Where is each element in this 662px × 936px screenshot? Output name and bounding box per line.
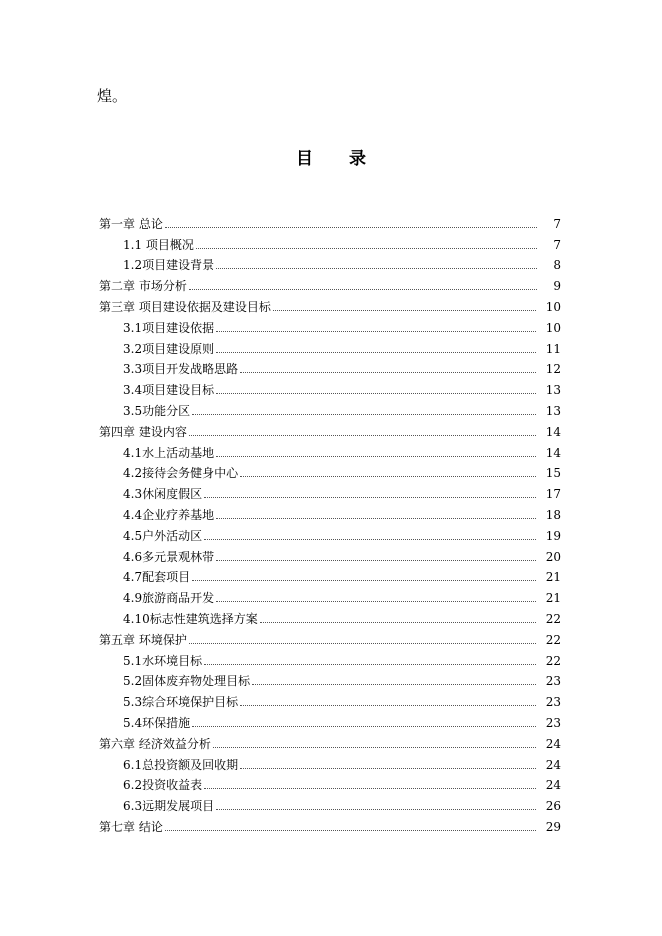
toc-page-number: 26 [545,799,561,814]
toc-section-entry[interactable] [99,481,561,502]
toc-dot-leader [240,372,536,373]
toc-chapter-entry[interactable] [99,294,561,315]
toc-dot-leader [252,684,536,685]
toc-page-number: 22 [545,653,561,668]
toc-section-entry[interactable] [99,440,561,461]
toc-entry-label: 4.6多元景观林带 [123,549,215,564]
toc-page-number: 12 [545,362,561,377]
toc-entry-label: 4.3休闲度假区 [123,487,203,502]
toc-entry-label: 第六章 经济效益分析 [99,736,211,751]
toc-dot-leader [273,310,536,311]
toc-dot-leader [216,268,537,269]
toc-entry-label: 6.1总投资额及回收期 [123,757,239,772]
toc-page-number: 10 [545,299,561,314]
toc-section-entry[interactable] [99,253,561,274]
toc-section-entry[interactable] [99,669,561,690]
toc-page-number: 21 [545,570,561,585]
toc-dot-leader [216,331,536,332]
toc-chapter-entry[interactable] [99,627,561,648]
toc-dot-leader [192,414,536,415]
toc-page-number: 13 [545,383,561,398]
previous-page-text: 煌。 [97,87,128,105]
toc-page-number: 7 [553,216,561,231]
toc-entry-label: 4.2接待会务健身中心 [123,466,239,481]
toc-chapter-entry[interactable] [99,273,561,294]
toc-entry-label: 3.5功能分区 [123,403,191,418]
toc-entry-label: 4.1水上活动基地 [123,445,215,460]
toc-dot-leader [165,830,536,831]
toc-section-entry[interactable] [99,606,561,627]
toc-page-number: 18 [545,507,561,522]
toc-page-number: 23 [545,674,561,689]
toc-entry-label: 1.1 项目概况 [123,237,194,252]
toc-section-entry[interactable] [99,793,561,814]
toc-section-entry[interactable] [99,523,561,544]
toc-section-entry[interactable] [99,357,561,378]
toc-page-number: 20 [545,549,561,564]
toc-entry-label: 3.3项目开发战略思路 [123,362,239,377]
toc-chapter-entry[interactable] [99,814,561,835]
toc-entry-label: 4.7配套项目 [123,570,191,585]
toc-entry-label: 6.2投资收益表 [123,778,203,793]
toc-page-number: 15 [545,466,561,481]
toc-dot-leader [216,352,536,353]
toc-dot-leader [216,601,536,602]
toc-entry-label: 5.4环保措施 [123,715,191,730]
toc-page-number: 22 [545,611,561,626]
toc-page-number: 21 [545,591,561,606]
table-of-contents [99,211,561,835]
toc-section-entry[interactable] [99,377,561,398]
toc-page-number: 7 [553,237,561,252]
toc-entry-label: 第四章 建设内容 [99,424,187,439]
toc-page-number: 24 [545,736,561,751]
toc-section-entry[interactable] [99,398,561,419]
toc-section-entry[interactable] [99,752,561,773]
toc-page-number: 14 [545,445,561,460]
toc-dot-leader [260,622,536,623]
toc-dot-leader [216,393,536,394]
toc-dot-leader [216,560,536,561]
toc-section-entry[interactable] [99,502,561,523]
toc-dot-leader [240,705,536,706]
toc-section-entry[interactable] [99,315,561,336]
toc-dot-leader [204,497,536,498]
toc-entry-label: 第五章 环境保护 [99,632,187,647]
toc-dot-leader [213,747,536,748]
toc-dot-leader [192,726,536,727]
toc-entry-label: 3.4项目建设目标 [123,383,215,398]
toc-section-entry[interactable] [99,648,561,669]
toc-section-entry[interactable] [99,336,561,357]
toc-entry-label: 4.10标志性建筑选择方案 [123,611,258,626]
toc-entry-label: 第三章 项目建设依据及建设目标 [99,299,271,314]
toc-entry-label: 6.3远期发展项目 [123,799,215,814]
toc-section-entry[interactable] [99,773,561,794]
toc-entry-label: 第二章 市场分析 [99,279,187,294]
toc-dot-leader [192,580,536,581]
toc-page-number: 24 [545,757,561,772]
toc-page-number: 29 [545,819,561,834]
toc-page-number: 10 [545,320,561,335]
toc-dot-leader [196,248,537,249]
toc-chapter-entry[interactable] [99,731,561,752]
toc-dot-leader [189,435,536,436]
toc-entry-label: 5.3综合环境保护目标 [123,695,239,710]
toc-chapter-entry[interactable] [99,211,561,232]
toc-entry-label: 第一章 总论 [99,216,163,231]
toc-section-entry[interactable] [99,232,561,253]
toc-page-number: 11 [545,341,561,356]
toc-page-number: 23 [545,695,561,710]
toc-dot-leader [216,518,536,519]
toc-page-number: 23 [545,715,561,730]
toc-dot-leader [165,227,537,228]
toc-dot-leader [189,643,536,644]
toc-dot-leader [204,664,536,665]
toc-entry-label: 3.1项目建设依据 [123,320,215,335]
toc-dot-leader [189,289,537,290]
toc-entry-label: 4.5户外活动区 [123,528,203,543]
toc-page-number: 24 [545,778,561,793]
toc-dot-leader [216,456,536,457]
toc-dot-leader [204,788,536,789]
toc-dot-leader [240,476,536,477]
toc-section-entry[interactable] [99,689,561,710]
toc-page-number: 19 [545,528,561,543]
toc-entry-label: 4.9旅游商品开发 [123,591,215,606]
toc-title: 目录 [296,149,402,169]
toc-dot-leader [204,539,536,540]
toc-dot-leader [216,809,536,810]
toc-entry-label: 3.2项目建设原则 [123,341,215,356]
toc-section-entry[interactable] [99,461,561,482]
toc-entry-label: 5.2固体废弃物处理目标 [123,674,251,689]
toc-entry-label: 5.1水环境目标 [123,653,203,668]
toc-entry-label: 第七章 结论 [99,819,163,834]
toc-entry-label: 1.2项目建设背景 [123,258,215,273]
toc-page-number: 22 [545,632,561,647]
toc-entry-label: 4.4企业疗养基地 [123,507,215,522]
toc-section-entry[interactable] [99,710,561,731]
toc-section-entry[interactable] [99,585,561,606]
toc-section-entry[interactable] [99,565,561,586]
toc-page-number: 13 [545,403,561,418]
toc-page-number: 9 [553,279,561,294]
toc-page-number: 14 [545,424,561,439]
toc-page-number: 17 [545,487,561,502]
toc-page-number: 8 [553,258,561,273]
toc-section-entry[interactable] [99,544,561,565]
toc-dot-leader [240,768,536,769]
toc-chapter-entry[interactable] [99,419,561,440]
